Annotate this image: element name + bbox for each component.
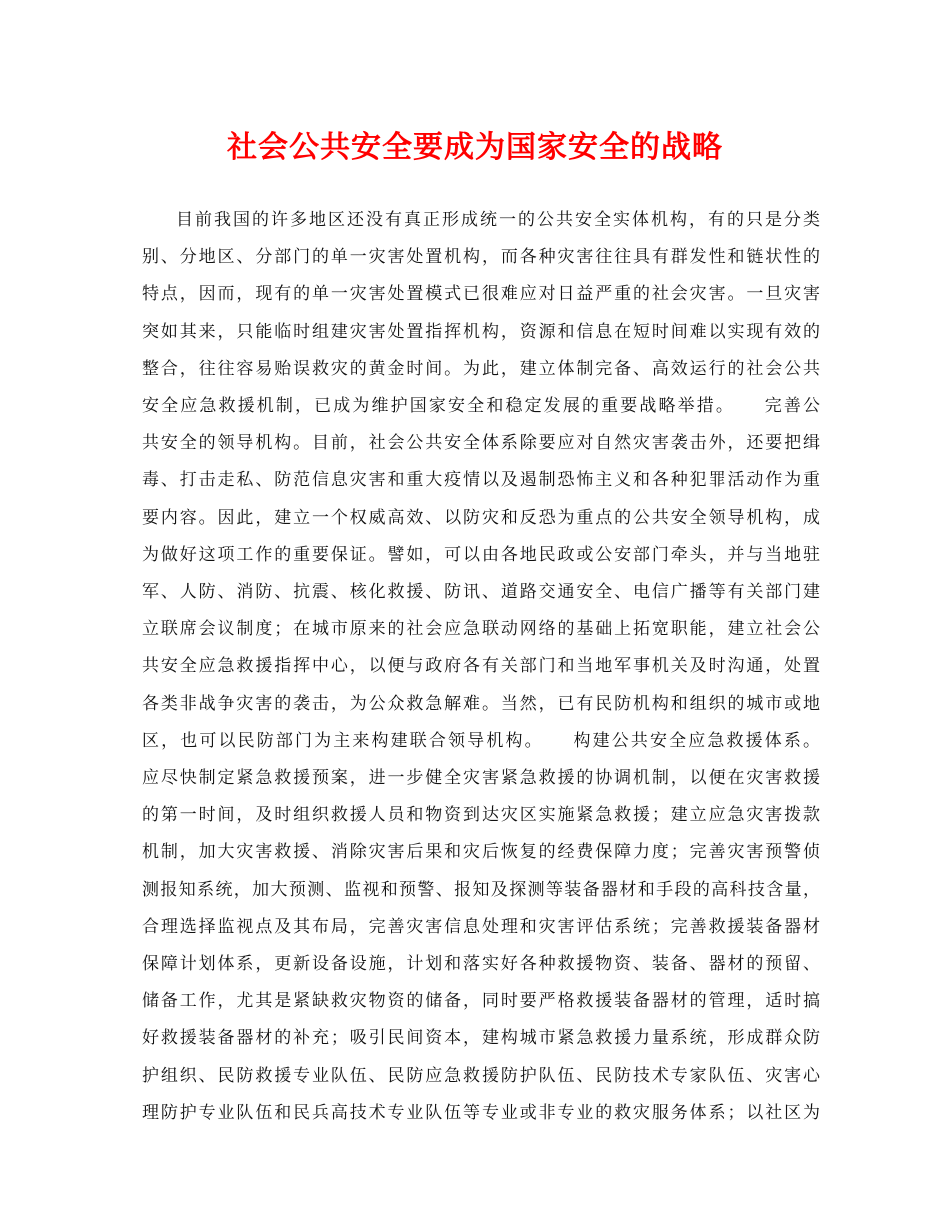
paragraph-line: 保障计划体系，更新设备设施，计划和落实好各种救援物资、装备、器材的预留、	[142, 954, 820, 974]
paragraph-line: 合理选择监视点及其布局，完善灾害信息处理和灾害评估系统；完善救援装备器材	[142, 916, 820, 937]
paragraph-line: 理防护专业队伍和民兵高技术专业队伍等专业或非专业的救灾服务体系；以社区为	[142, 1102, 820, 1123]
paragraph-line: 应尽快制定紧急救援预案，进一步健全灾害紧急救援的协调机制，以便在灾害救援	[142, 768, 820, 788]
paragraph-line: 要内容。因此，建立一个权威高效、以防灾和反恐为重点的公共安全领导机构，成	[142, 507, 820, 528]
paragraph-line: 机制，加大灾害救援、消除灾害后果和灾后恢复的经费保障力度；完善灾害预警侦	[142, 842, 820, 863]
paragraph-line: 各类非战争灾害的袭击，为公众救急解难。当然，已有民防机构和组织的城市或地	[142, 693, 820, 714]
paragraph-line: 别、分地区、分部门的单一灾害处置机构，而各种灾害往往具有群发性和链状性的	[142, 247, 820, 268]
paragraph-line: 毒、打击走私、防范信息灾害和重大疫情以及遏制恐怖主义和各种犯罪活动作为重	[142, 470, 820, 491]
document-title: 社会公共安全要成为国家安全的战略	[227, 130, 723, 165]
paragraph-line: 共安全应急救援指挥中心，以便与政府各有关部门和当地军事机关及时沟通，处置	[142, 656, 820, 677]
paragraph-line: 好救援装备器材的补充；吸引民间资本，建构城市紧急救援力量系统，形成群众防	[142, 1028, 820, 1049]
paragraph-line: 突如其来，只能临时组建灾害处置指挥机构，资源和信息在短时间难以实现有效的	[142, 321, 820, 342]
paragraph-line: 护组织、民防救援专业队伍、民防应急救援防护队伍、民防技术专家队伍、灾害心	[142, 1065, 820, 1086]
paragraph-line: 目前我国的许多地区还没有真正形成统一的公共安全实体机构，有的只是分类	[176, 210, 820, 230]
paragraph-line: 共安全的领导机构。目前，社会公共安全体系除要应对自然灾害袭击外，还要把缉	[142, 433, 820, 454]
paragraph-line: 储备工作，尤其是紧缺救灾物资的储备，同时要严格救援装备器材的管理，适时搞	[142, 991, 820, 1012]
paragraph-line: 安全应急救援机制，已成为维护国家安全和稳定发展的重要战略举措。 完善公	[142, 396, 820, 416]
paragraph-line: 军、人防、消防、抗震、核化救援、防讯、道路交通安全、电信广播等有关部门建	[142, 582, 820, 602]
paragraph-line: 测报知系统，加大预测、监视和预警、报知及探测等装备器材和手段的高科技含量，	[142, 879, 820, 900]
paragraph-line: 立联席会议制度；在城市原来的社会应急联动网络的基础上拓宽职能，建立社会公	[142, 619, 820, 640]
paragraph-line: 区，也可以民防部门为主来构建联合领导机构。 构建公共安全应急救援体系。	[142, 730, 820, 751]
paragraph-line: 为做好这项工作的重要保证。譬如，可以由各地民政或公安部门牵头，并与当地驻	[142, 544, 820, 565]
paragraph-line: 整合，往往容易贻误救灾的黄金时间。为此，建立体制完备、高效运行的社会公共	[142, 358, 820, 379]
paragraph-line: 的第一时间，及时组织救援人员和物资到达灾区实施紧急救援；建立应急灾害拨款	[142, 805, 820, 826]
paragraph-line: 特点，因而，现有的单一灾害处置模式已很难应对日益严重的社会灾害。一旦灾害	[142, 284, 820, 305]
